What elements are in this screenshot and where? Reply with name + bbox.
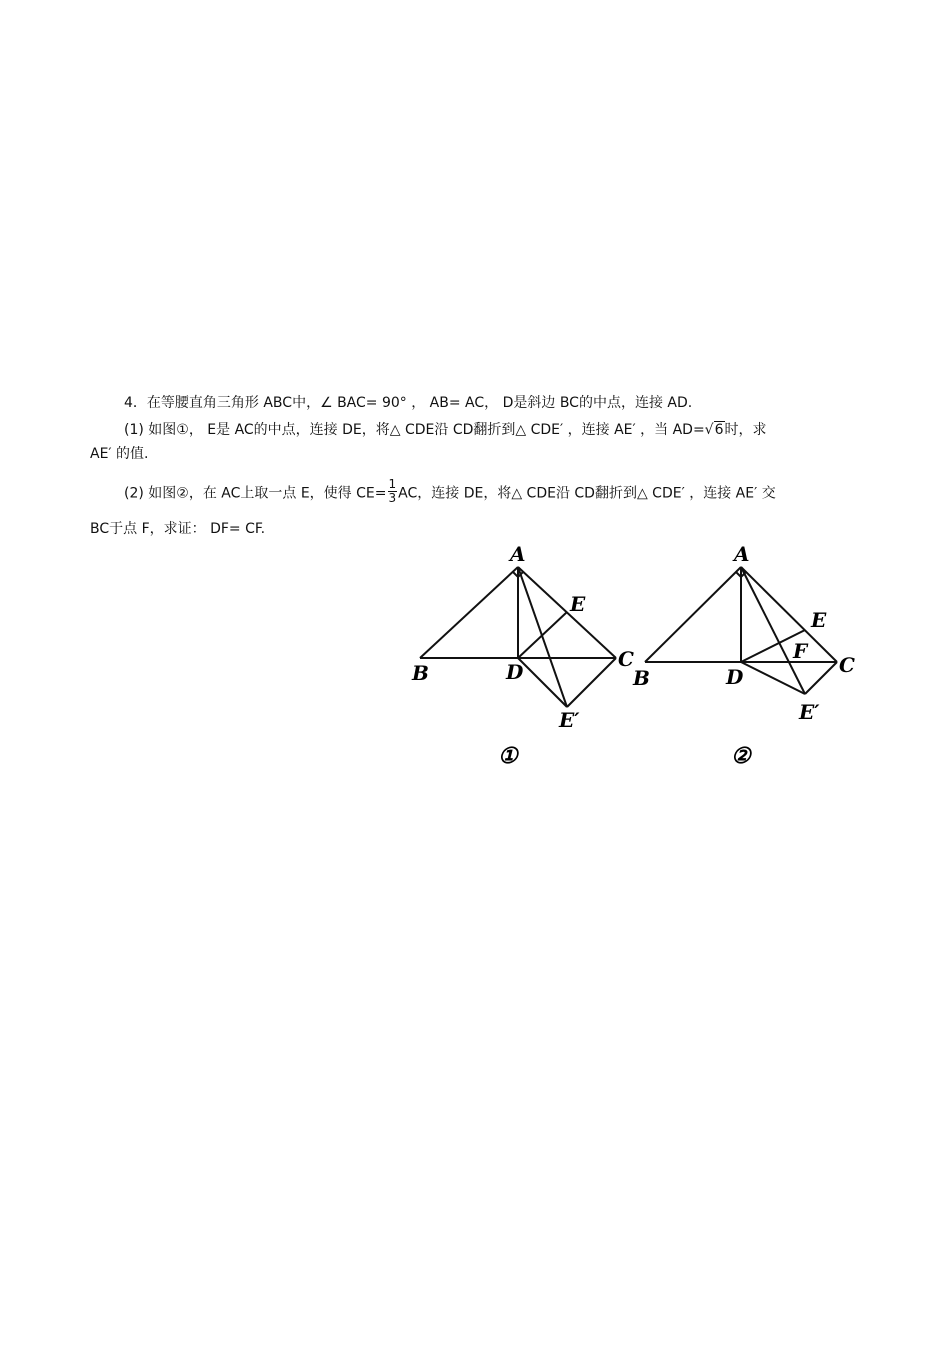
segment-DE2 — [518, 658, 567, 707]
label-E-prime: E′ — [559, 708, 580, 732]
part1-text: (1) 如图①， E是 AC的中点，连接 DE，将△ CDE沿 CD翻折到△ CDE′ ，连接 AE′ ，当 AD= — [124, 422, 705, 438]
part2-text-end: AC，连接 DE，将△ CDE沿 CD翻折到△ CDE′ ，连接 AE′ 交 — [398, 485, 776, 502]
label-A: A — [510, 542, 526, 566]
problem-statement: 4．在等腰直角三角形 ABC中，∠ BAC= 90° ， AB= AC， D是斜边 BC的中点，连接 AD. — [124, 395, 693, 411]
sqrt-expression — [705, 420, 725, 440]
figure-caption: ① — [498, 743, 518, 769]
part2-question-cont: BC于点 F，求证： DF= CF. — [90, 521, 266, 537]
figure-2 — [625, 535, 875, 775]
figure-caption: ② — [731, 743, 751, 769]
label-B: B — [633, 666, 650, 690]
part2-question — [124, 477, 776, 507]
label-E-prime: E′ — [799, 700, 820, 724]
segment-CE2 — [567, 658, 616, 707]
label-C: C — [618, 647, 634, 671]
part1-question-cont: AE′ 的值. — [90, 446, 149, 462]
figure-1 — [400, 535, 640, 775]
fraction-denominator: 3 — [388, 491, 397, 505]
label-D: D — [726, 665, 744, 689]
sqrt-symbol: √ — [704, 422, 714, 438]
segment-CE2 — [805, 662, 837, 694]
part2-text: (2) 如图②，在 AC上取一点 E，使得 CE= — [124, 485, 387, 502]
label-F: F — [793, 639, 808, 663]
sqrt-radicand: 6 — [714, 422, 724, 438]
label-A: A — [734, 542, 750, 566]
label-C: C — [839, 653, 855, 677]
label-E: E — [570, 592, 586, 616]
segment-DE2 — [741, 662, 805, 694]
label-B: B — [412, 661, 429, 685]
part1-question — [124, 420, 767, 440]
label-E: E — [811, 608, 827, 632]
segment-AB — [645, 567, 741, 662]
segment-AE2 — [518, 567, 567, 707]
fraction-numerator: 1 — [388, 477, 397, 491]
segment-AB — [420, 567, 518, 658]
label-D: D — [506, 660, 524, 684]
fraction — [388, 478, 398, 505]
segment-AE2 — [741, 567, 805, 694]
part1-text-end: 时，求 — [724, 422, 767, 438]
